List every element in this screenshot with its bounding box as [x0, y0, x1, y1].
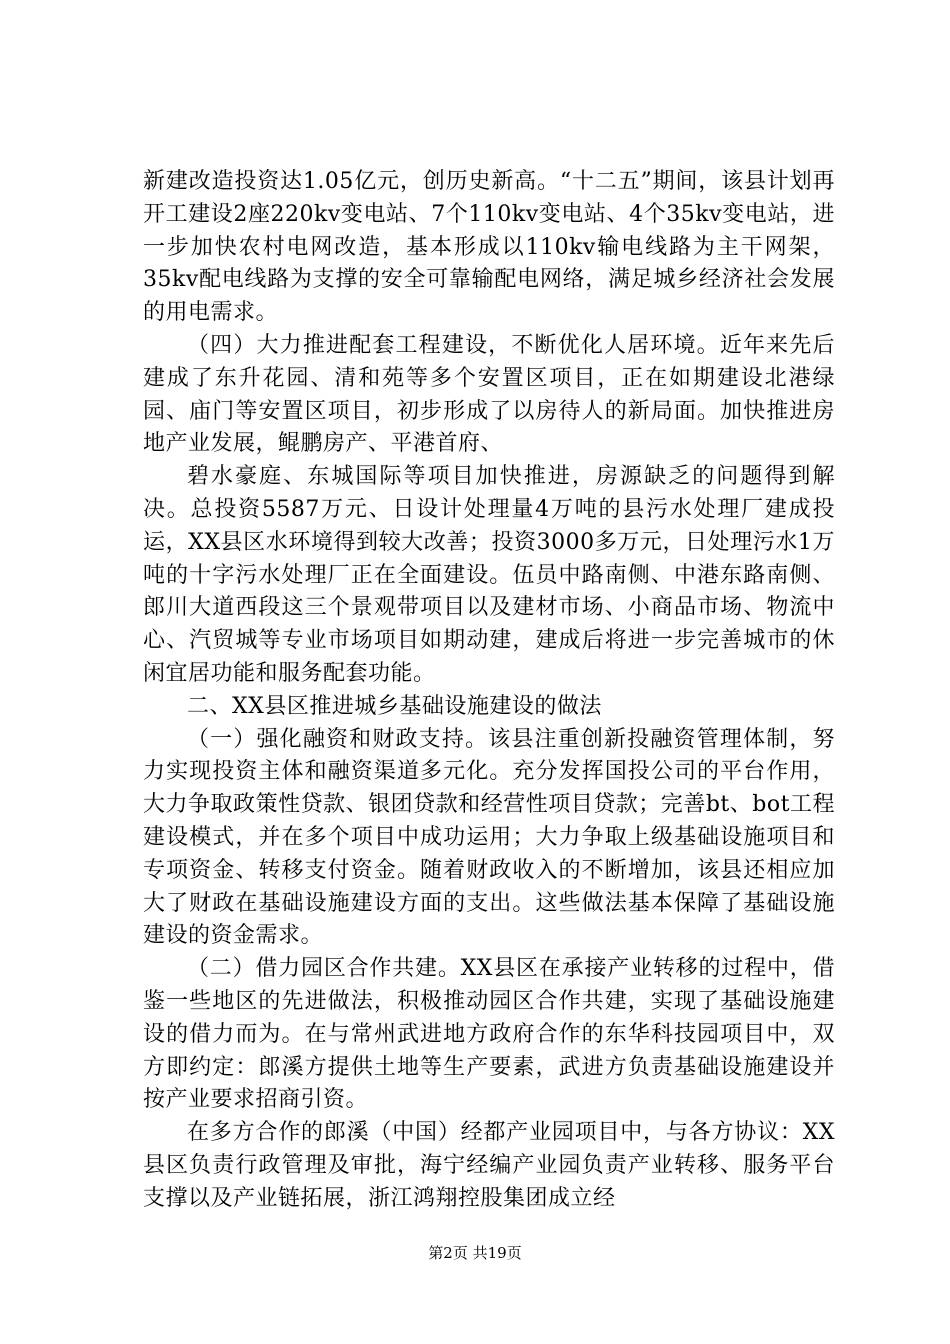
page-number-footer: 第2页 共19页 [428, 1244, 522, 1262]
paragraph-3: 碧水豪庭、东城国际等项目加快推进，房源缺乏的问题得到解决。总投资5587万元、日设计处理量4万吨的县污水处理厂建成投运，XX县区水环境得到较大改善；投资3000多万元，日处理污水1万吨的十字污水处理厂正在全面建设。伍员中路南侧、中港东路南侧、郎川大道西段这三个景观带项目以及建材市场、小商品市场、物流中心、汽贸城等专业市场项目如期动建，建成后将进一步完善城市的休闲宜居功能和服务配套功能。 [143, 464, 835, 686]
paragraph-6: 在多方合作的郎溪（中国）经都产业园项目中，与各方协议：XX县区负责行政管理及审批，海宁经编产业园负责产业转移、服务平台支撑以及产业链拓展，浙江鸿翔控股集团成立经 [143, 1120, 835, 1211]
paragraph-5: （二）借力园区合作共建。XX县区在承接产业转移的过程中，借鉴一些地区的先进做法，积极推动园区合作共建，实现了基础设施建设的借力而为。在与常州武进地方政府合作的东华科技园项目中，双方即约定：郎溪方提供土地等生产要素，武进方负责基础设施建设并按产业要求招商引资。 [143, 956, 835, 1113]
paragraph-1: 新建改造投资达1.05亿元，创历史新高。“十二五”期间，该县计划再开工建设2座220kv变电站、7个110kv变电站、4个35kv变电站，进一步加快农村电网改造，基本形成以110kv输电线路为主干网架，35kv配电线路为支撑的安全可靠输配电网络，满足城乡经济社会发展的用电需求。 [143, 169, 835, 326]
paragraph-4: （一）强化融资和财政支持。该县注重创新投融资管理体制，努力实现投资主体和融资渠道多元化。充分发挥国投公司的平台作用，大力争取政策性贷款、银团贷款和经营性项目贷款；完善bt、bot工程建设模式，并在多个项目中成功运用；大力争取上级基础设施项目和专项资金、转移支付资金。随着财政收入的不断增加，该县还相应加大了财政在基础设施建设方面的支出。这些做法基本保障了基础设施建设的资金需求。 [143, 726, 835, 949]
document-body [143, 166, 835, 1216]
paragraph-2: （四）大力推进配套工程建设，不断优化人居环境。近年来先后建成了东升花园、清和苑等多个安置区项目，正在如期建设北港绿园、庙门等安置区项目，初步形成了以房待人的新局面。加快推进房地产业发展，鲲鹏房产、平港首府、 [143, 332, 835, 457]
section-heading: 二、XX县区推进城乡基础设施建设的做法 [187, 693, 602, 719]
